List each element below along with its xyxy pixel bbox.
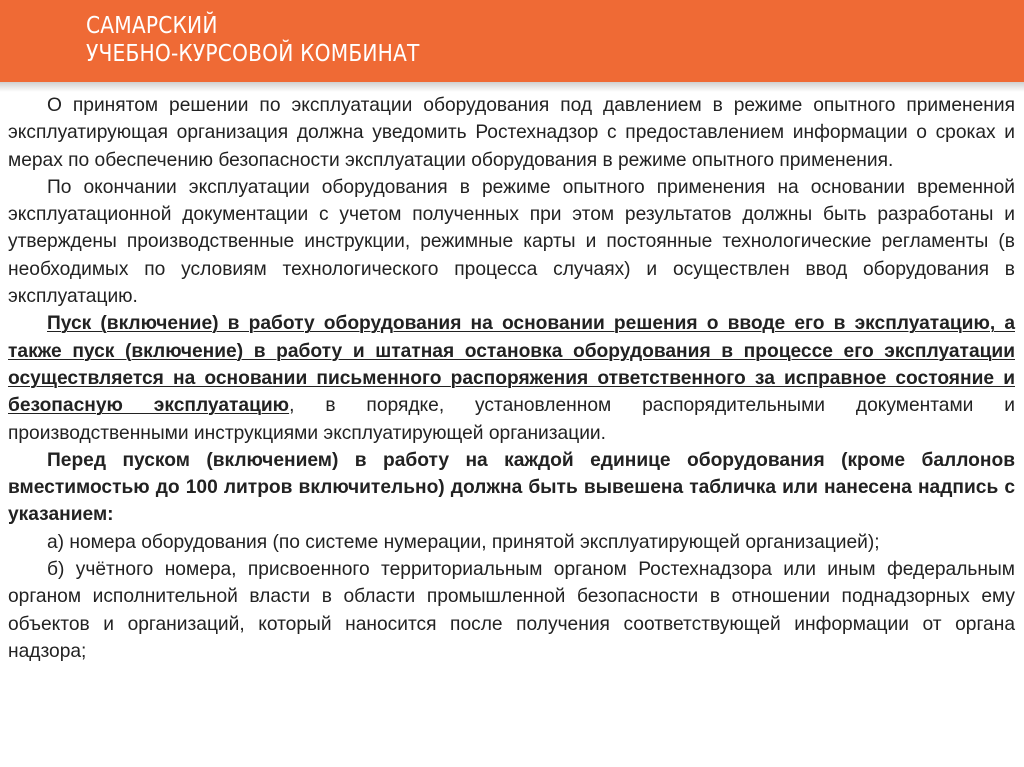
brand-line-2: УЧЕБНО-КУРСОВОЙ КОМБИНАТ <box>86 39 420 67</box>
paragraph-startup-order <box>8 310 1015 446</box>
header-banner <box>0 0 1024 82</box>
brand-line-1: САМАРСКИЙ <box>86 11 218 39</box>
startup-order-rest-text: , в порядке, установленном распорядительными документами и производственными инструкциями эксплуатирующей организации. <box>8 395 1015 444</box>
list-item-a: а) номера оборудования (по системе нумерации, принятой эксплуатирующей организацией); <box>47 531 880 553</box>
startup-order-bold-text: Пуск (включение) в работу оборудования на основании решения о вводе его в эксплуатацию, а также пуск (включение) в работу и штатная остановка оборудования в процессе его эксплуатации осуществляется на основании письменного распоряжения ответственного за исправное состояние и безопасную эксплуатацию <box>8 313 1015 417</box>
paragraph-end-of-trial: По окончании эксплуатации оборудования в режиме опытного применения на основании временной эксплуатационной документации с учетом полученных при этом результатов должны быть разработаны и утверждены производственные инструкции, режимные карты и постоянные технологические регламенты (в необходимых по условиям технологического процесса случаях) и осуществлен ввод оборудования в эксплуатацию. <box>8 176 1015 308</box>
paragraph-notification: О принятом решении по эксплуатации оборудования под давлением в режиме опытного применения эксплуатирующая организация должна уведомить Ростехнадзор с предоставлением информации о сроках и мерах по обеспечению безопасности эксплуатации оборудования в режиме опытного применения. <box>8 95 1015 171</box>
plate-requirement-bold-text: Перед пуском (включением) в работу на каждой единице оборудования (кроме баллонов вместимостью до 100 литров включительно) должна быть вывешена табличка или нанесена надпись с указанием: <box>8 449 1015 526</box>
paragraph-plate-requirement <box>8 447 1015 529</box>
header-shadow <box>0 82 1024 92</box>
document-body <box>8 92 1015 665</box>
list-item-b: б) учётного номера, присвоенного территориальным органом Ростехнадзора или иным федеральным органом исполнительной власти в области промышленной безопасности в отношении поднадзорных ему объектов и организаций, который наносится после получения соответствующей информации от органа надзора; <box>8 559 1015 662</box>
brand-logo-text <box>86 11 420 67</box>
